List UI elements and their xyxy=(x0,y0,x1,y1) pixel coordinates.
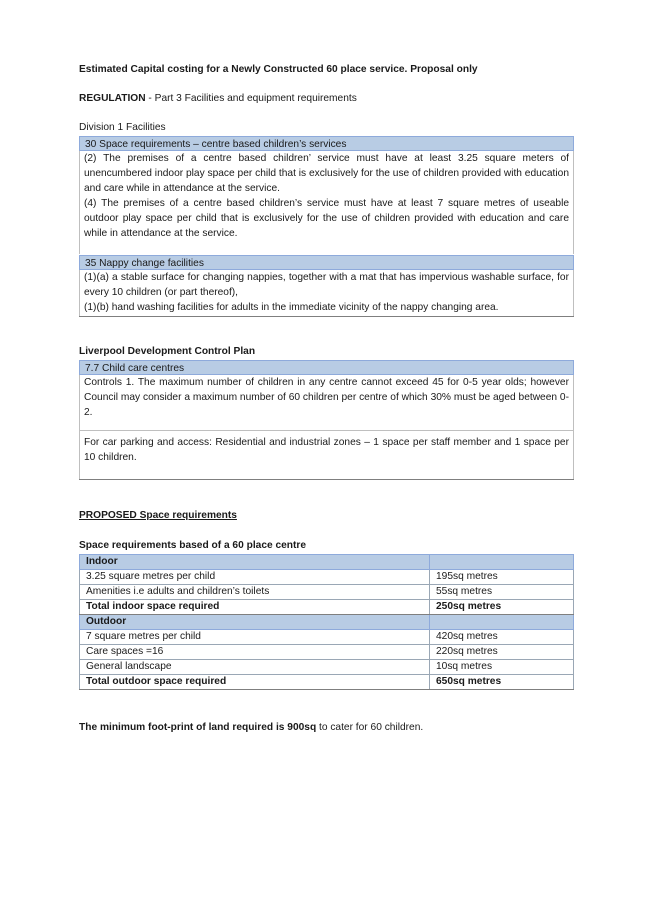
row-value: 10sq metres xyxy=(430,660,574,675)
indoor-heading: Indoor xyxy=(80,555,430,570)
outdoor-header-row xyxy=(80,615,574,630)
row-label: 3.25 square metres per child xyxy=(80,570,430,585)
section-35-bottom-rule xyxy=(79,316,574,317)
outdoor-total-label: Total outdoor space required xyxy=(80,675,430,690)
regulation-text: - Part 3 Facilities and equipment requirements xyxy=(145,93,357,104)
dcp-para-2: For car parking and access: Residential and industrial zones – 1 space per staff member and 1 space per 10 children. xyxy=(84,437,569,463)
proposed-heading: PROPOSED Space requirements xyxy=(79,510,237,521)
indoor-total-row xyxy=(80,600,574,615)
indoor-header-row xyxy=(80,555,574,570)
table-row xyxy=(80,660,574,675)
dcp-heading: 7.7 Child care centres xyxy=(79,360,574,375)
footprint-statement xyxy=(79,722,423,733)
table-row xyxy=(80,645,574,660)
footprint-rest: to cater for 60 children. xyxy=(316,722,424,733)
row-label: General landscape xyxy=(80,660,430,675)
section-35-para-2: (1)(b) hand washing facilities for adults in the immediate vicinity of the nappy changing area. xyxy=(84,302,499,313)
section-30-right-border xyxy=(573,151,574,254)
regulation-label: REGULATION xyxy=(79,93,146,104)
dcp-parking xyxy=(79,435,574,465)
table-row xyxy=(80,585,574,600)
section-30-heading: 30 Space requirements – centre based children’s services xyxy=(79,136,574,151)
regulation-line xyxy=(79,93,357,104)
indoor-total-value: 250sq metres xyxy=(430,600,574,615)
dcp-section xyxy=(79,360,574,420)
section-35-left-border xyxy=(79,270,80,316)
row-value: 195sq metres xyxy=(430,570,574,585)
table-row xyxy=(80,570,574,585)
row-value: 420sq metres xyxy=(430,630,574,645)
outdoor-total-row xyxy=(80,675,574,690)
section-35 xyxy=(79,255,574,315)
row-label: Amenities i.e adults and children’s toilets xyxy=(80,585,430,600)
division-label: Division 1 Facilities xyxy=(79,122,166,133)
table-row xyxy=(80,630,574,645)
document-title: Estimated Capital costing for a Newly Constructed 60 place service. Proposal only xyxy=(79,64,478,75)
outdoor-heading: Outdoor xyxy=(80,615,430,630)
space-table-title: Space requirements based of a 60 place centre xyxy=(79,540,307,551)
dcp-divider xyxy=(79,430,574,431)
section-30-para-1: (2) The premises of a centre based children’ service must have at least 3.25 square meters of unencumbered indoor play space per child that is exclusively for the use of children provided with education and care while in attendance at the service. xyxy=(84,153,569,194)
section-30 xyxy=(79,136,574,241)
indoor-total-label: Total indoor space required xyxy=(80,600,430,615)
section-35-heading: 35 Nappy change facilities xyxy=(79,255,574,270)
outdoor-total-value: 650sq metres xyxy=(430,675,574,690)
dcp-para-1: Controls 1. The maximum number of children in any centre cannot exceed 45 for 0-5 year olds; however Council may consider a maximum number of 60 children per centre of which 30% must be aged between 0-2. xyxy=(84,377,569,418)
dcp-bottom-rule xyxy=(79,479,574,480)
row-value: 220sq metres xyxy=(430,645,574,660)
row-label: Care spaces =16 xyxy=(80,645,430,660)
section-35-right-border xyxy=(573,270,574,316)
footprint-bold: The minimum foot-print of land required is 900sq xyxy=(79,722,317,733)
dcp-title: Liverpool Development Control Plan xyxy=(79,346,256,357)
section-35-para-1: (1)(a) a stable surface for changing nappies, together with a mat that has impervious washable surface, for every 10 children (or part thereof), xyxy=(84,272,569,298)
section-30-para-2: (4) The premises of a centre based children’s service must have at least 7 square metres of useable outdoor play space per child that is exclusively for the use of children provided with education and care while in attendance at the service. xyxy=(84,198,569,239)
space-table xyxy=(79,554,574,690)
section-30-left-border xyxy=(79,151,80,254)
row-value: 55sq metres xyxy=(430,585,574,600)
row-label: 7 square metres per child xyxy=(80,630,430,645)
